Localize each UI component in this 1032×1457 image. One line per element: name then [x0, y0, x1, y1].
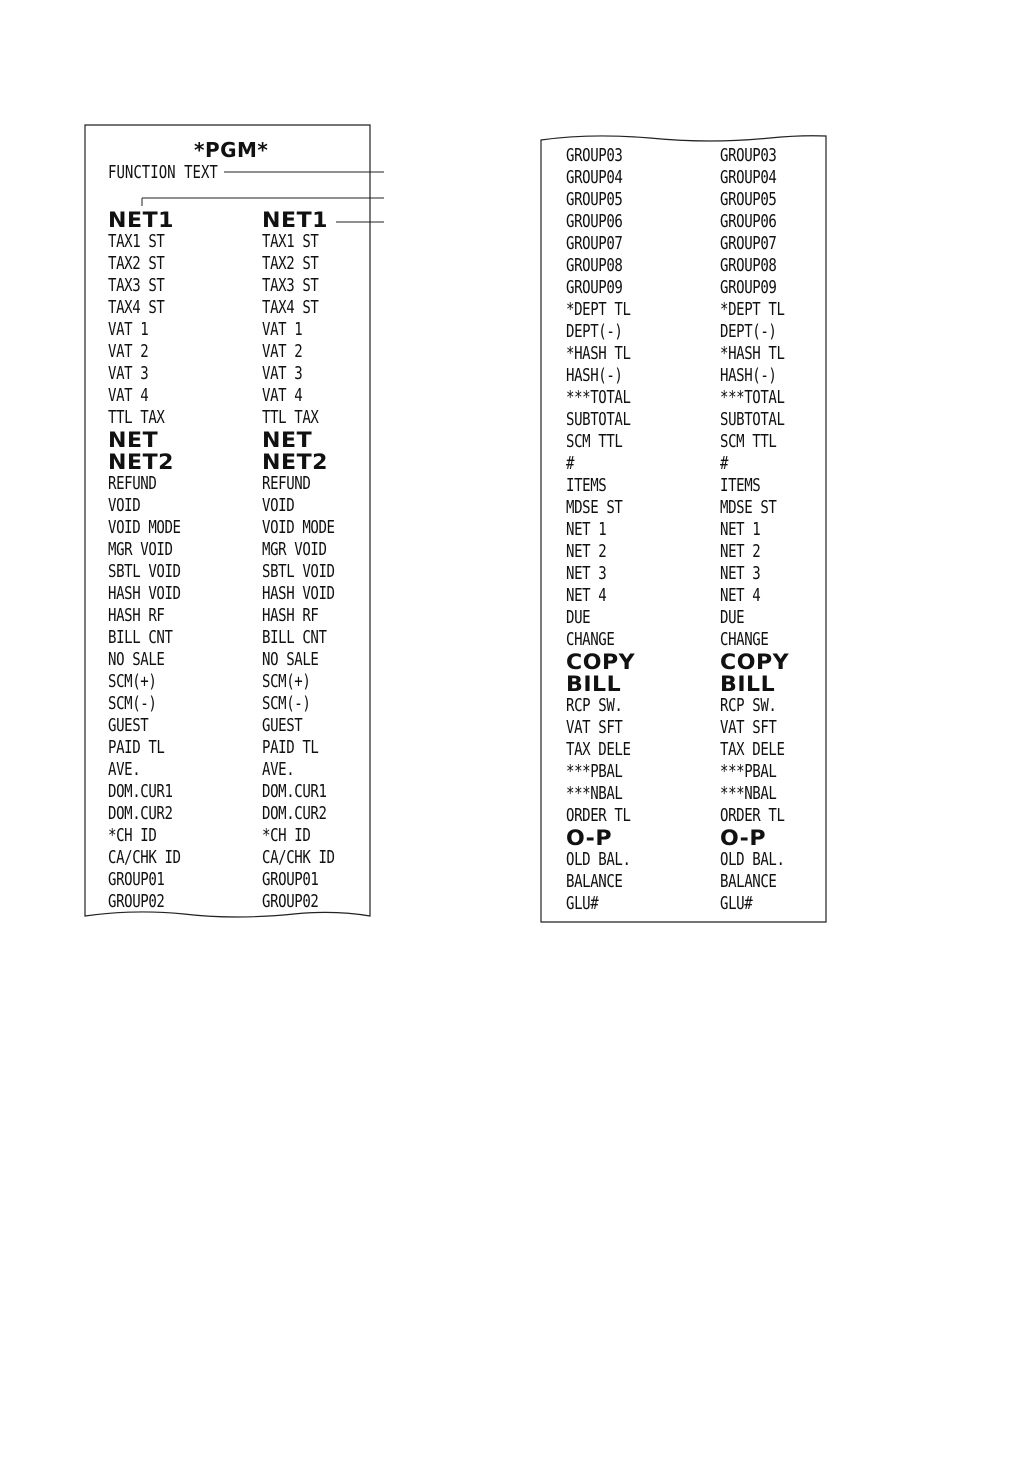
receipt-line-text: SCM(-): [108, 693, 157, 714]
receipt-line-text: ***PBAL: [566, 761, 623, 782]
receipt-line-text: DOM.CUR1: [108, 781, 173, 802]
receipt-line-text: GROUP04: [566, 167, 623, 188]
receipt-line-text: GUEST: [262, 715, 303, 736]
receipt-line-text: OLD BAL.: [566, 849, 631, 870]
receipt-line-text: MDSE ST: [720, 497, 777, 518]
receipt-line-text: REFUND: [262, 473, 311, 494]
receipt-line-text: REFUND: [108, 473, 157, 494]
receipt-line-text: *CH ID: [262, 825, 311, 846]
receipt-line-text: GROUP09: [720, 277, 777, 298]
receipt-line-text: GROUP01: [262, 869, 319, 890]
receipt-line-text: TAX4 ST: [262, 297, 319, 318]
receipt-line-text: PAID TL: [262, 737, 319, 758]
receipt-line-text: NET1: [108, 208, 175, 232]
receipt-line-text: AVE.: [108, 759, 141, 780]
receipt-line-text: NET 2: [720, 541, 761, 562]
receipt-line-text: HASH(-): [566, 365, 623, 386]
receipt-line-text: COPY: [720, 650, 790, 674]
receipt-line-text: BILL CNT: [108, 627, 173, 648]
receipt-line-text: TAX3 ST: [108, 275, 165, 296]
receipt-line-text: TTL TAX: [262, 407, 319, 428]
receipt-line-text: GROUP07: [566, 233, 623, 254]
receipt-line-text: VAT 2: [262, 341, 303, 362]
receipt-line-text: DOM.CUR2: [262, 803, 327, 824]
receipt-line-text: NET: [262, 428, 313, 452]
receipt-line-text: HASH VOID: [108, 583, 181, 604]
receipt-line-text: GUEST: [108, 715, 149, 736]
receipt-line-text: GROUP06: [566, 211, 623, 232]
receipt-line-text: GROUP03: [566, 145, 623, 166]
receipt-line-text: VOID: [108, 495, 141, 516]
receipt-line-text: GROUP02: [262, 891, 319, 912]
receipt-line-text: O-P: [566, 826, 613, 850]
receipt-line-text: MGR VOID: [262, 539, 327, 560]
receipt-line-text: GROUP09: [566, 277, 623, 298]
receipt-line-text: BALANCE: [566, 871, 623, 892]
receipt-line-text: #: [720, 453, 729, 474]
receipt-line-text: DUE: [720, 607, 745, 628]
receipt-line-text: GROUP04: [720, 167, 777, 188]
receipt-line-text: TAX3 ST: [262, 275, 319, 296]
receipt-line-text: *CH ID: [108, 825, 157, 846]
receipt-line-text: SCM TTL: [720, 431, 777, 452]
receipt-line-text: SCM(-): [262, 693, 311, 714]
receipt-line-text: HASH VOID: [262, 583, 335, 604]
receipt-line-text: VOID MODE: [262, 517, 335, 538]
receipt-line-text: TAX DELE: [720, 739, 785, 760]
receipt-line-text: NET 3: [566, 563, 607, 584]
receipt-line-text: SCM(+): [108, 671, 157, 692]
receipt-line-text: DEPT(-): [566, 321, 623, 342]
receipt-line-text: BALANCE: [720, 871, 777, 892]
receipt-line-text: NET: [108, 428, 159, 452]
receipt-line-text: GROUP08: [720, 255, 777, 276]
receipt-line-text: TAX DELE: [566, 739, 631, 760]
receipt-line-text: GROUP08: [566, 255, 623, 276]
receipt-title: *PGM*: [194, 138, 269, 162]
receipt-line-text: #: [566, 453, 575, 474]
receipt-line-text: ORDER TL: [720, 805, 785, 826]
receipt-line-text: TAX1 ST: [108, 231, 165, 252]
receipt-line-text: BILL CNT: [262, 627, 327, 648]
receipt-line-text: MGR VOID: [108, 539, 173, 560]
receipt-line-text: CHANGE: [720, 629, 769, 650]
receipt-line-text: PAID TL: [108, 737, 165, 758]
receipt-line-text: TAX1 ST: [262, 231, 319, 252]
receipt-line-text: VAT SFT: [566, 717, 623, 738]
receipt-line-text: SUBTOTAL: [566, 409, 631, 430]
receipt-line-text: HASH RF: [108, 605, 165, 626]
receipt-line-text: DOM.CUR2: [108, 803, 173, 824]
receipt-line-text: VAT 1: [262, 319, 303, 340]
receipt-line-text: NET 2: [566, 541, 607, 562]
receipt-line-text: OLD BAL.: [720, 849, 785, 870]
receipt-line-text: NET 4: [566, 585, 607, 606]
receipt-line-text: ***PBAL: [720, 761, 777, 782]
receipt-line-text: GLU#: [720, 893, 753, 914]
receipt-line-text: TAX2 ST: [108, 253, 165, 274]
receipt-line-text: ORDER TL: [566, 805, 631, 826]
receipt-line-text: CHANGE: [566, 629, 615, 650]
receipt-line-text: GROUP05: [720, 189, 777, 210]
receipt-line-text: VAT 1: [108, 319, 149, 340]
receipt-line-text: SBTL VOID: [262, 561, 335, 582]
receipt-line-text: *HASH TL: [566, 343, 631, 364]
receipt-line-text: GROUP01: [108, 869, 165, 890]
receipt-line-text: VAT 2: [108, 341, 149, 362]
receipt-line-text: AVE.: [262, 759, 295, 780]
receipt-line-text: RCP SW.: [566, 695, 623, 716]
receipt-line-text: NET 1: [720, 519, 761, 540]
receipt-line-text: CA/CHK ID: [108, 847, 181, 868]
receipt-line-text: BILL: [566, 672, 622, 696]
receipt-line-text: RCP SW.: [720, 695, 777, 716]
receipt-line-text: VOID: [262, 495, 295, 516]
receipt-line-text: ITEMS: [720, 475, 761, 496]
receipt-line-text: GROUP05: [566, 189, 623, 210]
receipt-line-text: SBTL VOID: [108, 561, 181, 582]
receipt-line-text: NO SALE: [108, 649, 165, 670]
receipt-line-text: SCM(+): [262, 671, 311, 692]
receipt-line-text: NET2: [262, 450, 329, 474]
receipt-line-text: VOID MODE: [108, 517, 181, 538]
receipt-line-text: NET 4: [720, 585, 761, 606]
receipt-line-text: BILL: [720, 672, 776, 696]
receipt-line-text: COPY: [566, 650, 636, 674]
receipt-line-text: VAT 4: [108, 385, 149, 406]
function-text-label: FUNCTION TEXT: [108, 162, 218, 183]
receipt-line-text: VAT 3: [262, 363, 303, 384]
receipt-line-text: DUE: [566, 607, 591, 628]
receipt-line-text: ITEMS: [566, 475, 607, 496]
receipt-line-text: SCM TTL: [566, 431, 623, 452]
receipt-line-text: GROUP02: [108, 891, 165, 912]
receipt-line-text: ***NBAL: [566, 783, 623, 804]
receipt-line-text: TTL TAX: [108, 407, 165, 428]
receipt-line-text: NET2: [108, 450, 175, 474]
receipt-line-text: CA/CHK ID: [262, 847, 335, 868]
receipt-line-text: GROUP03: [720, 145, 777, 166]
receipt-line-text: *DEPT TL: [566, 299, 631, 320]
receipt-line-text: VAT SFT: [720, 717, 777, 738]
receipt-line-text: NET 1: [566, 519, 607, 540]
receipt-line-text: GLU#: [566, 893, 599, 914]
receipt-line-text: HASH(-): [720, 365, 777, 386]
receipt-line-text: O-P: [720, 826, 767, 850]
receipt-line-text: NET 3: [720, 563, 761, 584]
receipt-line-text: DOM.CUR1: [262, 781, 327, 802]
receipt-line-text: MDSE ST: [566, 497, 623, 518]
receipt-line-text: *HASH TL: [720, 343, 785, 364]
receipt-line-text: ***TOTAL: [720, 387, 785, 408]
receipt-line-text: VAT 3: [108, 363, 149, 384]
receipt-right: [540, 132, 828, 924]
receipt-line-text: ***TOTAL: [566, 387, 631, 408]
receipt-line-text: SUBTOTAL: [720, 409, 785, 430]
receipt-line-text: VAT 4: [262, 385, 303, 406]
receipt-line-text: DEPT(-): [720, 321, 777, 342]
receipt-line-text: NET1: [262, 208, 329, 232]
receipt-line-text: GROUP06: [720, 211, 777, 232]
receipt-line-text: *DEPT TL: [720, 299, 785, 320]
receipt-line-text: GROUP07: [720, 233, 777, 254]
receipt-line-text: TAX2 ST: [262, 253, 319, 274]
receipt-line-text: NO SALE: [262, 649, 319, 670]
receipt-line-text: TAX4 ST: [108, 297, 165, 318]
receipt-line-text: ***NBAL: [720, 783, 777, 804]
receipt-line-text: HASH RF: [262, 605, 319, 626]
